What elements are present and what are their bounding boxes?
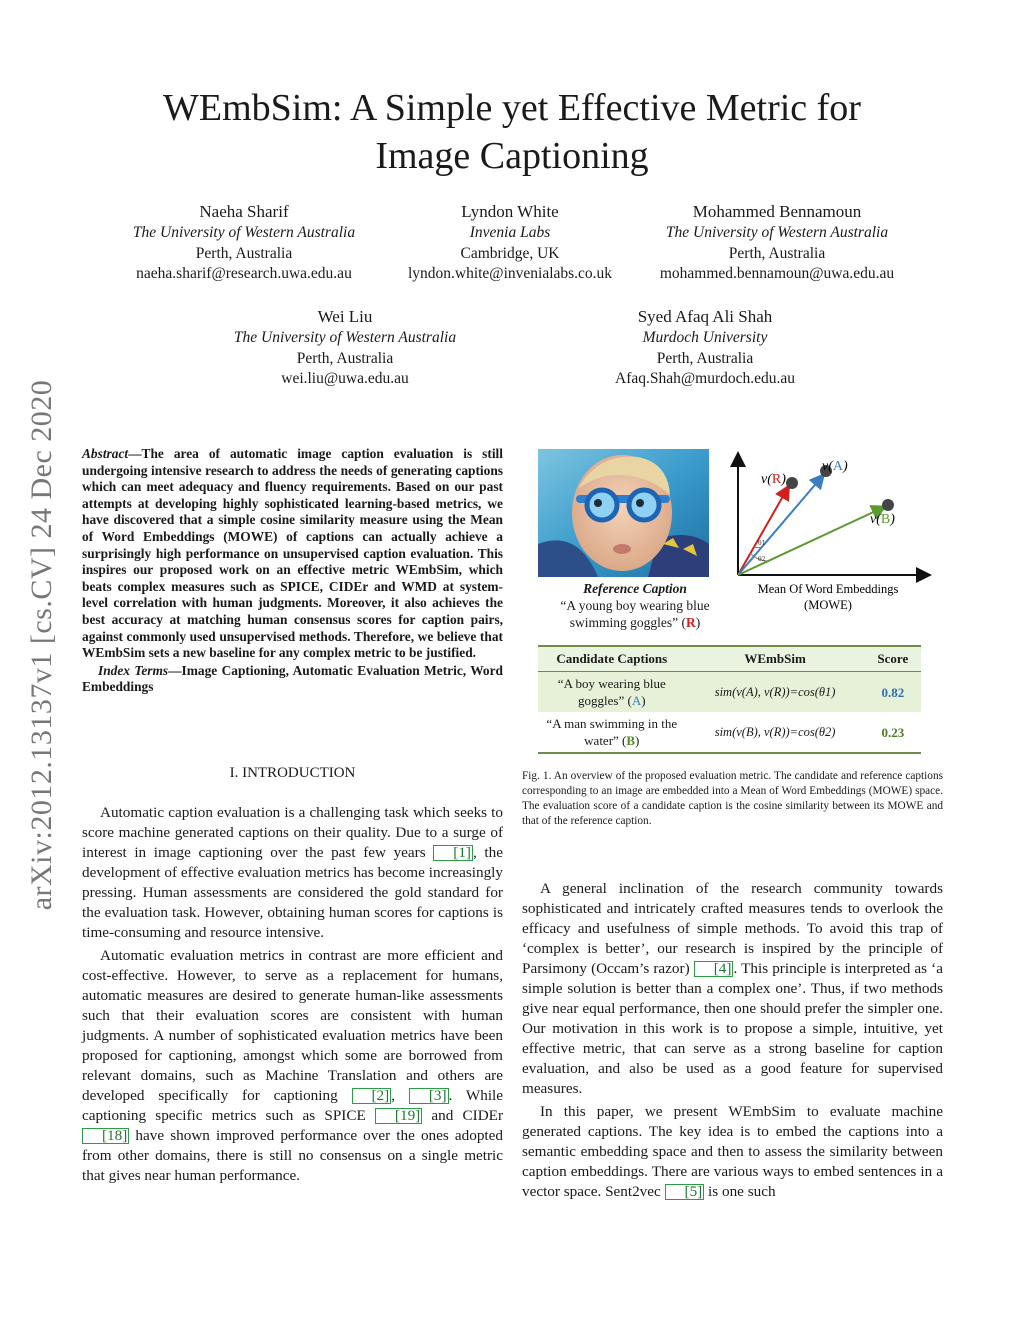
candidate-caption-cell <box>538 712 686 753</box>
mowe-vector-diagram <box>728 449 932 619</box>
text-run: ) <box>890 512 895 527</box>
index-terms-body: —Image Captioning, Automatic Evaluation Metric, Word Embeddings <box>82 662 503 695</box>
table-header-row <box>538 646 921 672</box>
text-run: , <box>391 1087 409 1104</box>
text-run: R <box>771 472 782 487</box>
text-run: ) <box>641 693 646 708</box>
child-with-goggles-image <box>538 449 709 577</box>
candidate-captions-table <box>538 645 921 754</box>
text-run: B <box>880 512 891 527</box>
author-name: Wei Liu <box>317 307 373 326</box>
text-run: A <box>832 459 844 474</box>
wembsim-formula-cell: sim(v(B), v(R))=cos(θ2) <box>686 712 865 753</box>
table-row <box>538 672 921 713</box>
author-affiliation: Invenia Labs <box>469 224 551 241</box>
text-run: v( <box>822 459 833 474</box>
author-block-4 <box>210 306 480 390</box>
index-terms-label: Index Terms <box>98 662 169 678</box>
reference-caption-line-1: “A young boy wearing blue <box>560 598 710 613</box>
right-paragraph-1 <box>522 879 943 1099</box>
author-location: Perth, Australia <box>296 349 394 367</box>
reference-caption <box>538 580 732 631</box>
axis-label-line-1: Mean Of Word Embeddings <box>757 582 899 596</box>
text-run: “A man swimming in the <box>546 716 678 731</box>
text-run: v( <box>870 512 881 527</box>
text-run: have shown improved performance over the ones adopted from other domains, there is still no consensus on a single metric that gives near human performance. <box>82 1127 503 1184</box>
text-run: is one such <box>704 1183 776 1200</box>
citation-link[interactable]: [2] <box>352 1088 392 1104</box>
figure-photo <box>538 449 709 577</box>
text-run: “A boy wearing blue <box>557 676 666 691</box>
intro-right-column <box>522 879 943 1205</box>
arxiv-identifier-text: arXiv:2012.13137v1 [cs.CV] 24 Dec 2020 <box>25 379 58 911</box>
author-location: Perth, Australia <box>656 349 754 367</box>
abstract-body: —The area of automatic image caption evaluation is still undergoing intensive research to address the needs of generating captions which can meet adequacy and fluency requirements. Based on our past attempts at developing highly sophisticated learning-based metrics, we have discovered that a simple cosine similarity measure using the Mean of Word Embeddings (MOWE) of captions can actually achieve a surprisingly high performance on unsupervised caption evaluation. This inspires our proposed work on an effective metric WEmbSim, which beats complex measures such as SPICE, CIDEr and WMD at system-level correlation with human judgments. Moreover, it also achieves the best accuracy at matching human consensus scores for caption pairs, against commonly used unsupervised methods. Therefore, we believe that WEmbSim sets a new baseline for any complex metric to be justified. <box>82 446 503 661</box>
author-affiliation: Murdoch University <box>642 329 768 346</box>
score-cell: 0.82 <box>865 672 921 713</box>
text-run: goggles” ( <box>578 693 632 708</box>
reference-caption-heading: Reference Caption <box>583 581 687 596</box>
author-name: Syed Afaq Ali Shah <box>637 307 773 326</box>
author-email: mohammed.bennamoun@uwa.edu.au <box>659 265 895 282</box>
text-run: Automatic caption evaluation is a challenging task which seeks to score machine generated captions on their quality. Due to a surge of interest in image captioning over the past few years <box>82 804 503 861</box>
table-header: WEmbSim <box>686 646 865 672</box>
candidate-caption-cell <box>538 672 686 713</box>
text-run: swimming goggles” ( <box>569 615 686 630</box>
right-paragraph-2 <box>522 1102 943 1202</box>
theta-1-label: θ1 <box>758 540 766 547</box>
text-run: and CIDEr <box>422 1107 503 1124</box>
wembsim-formula-cell: sim(v(A), v(R))=cos(θ1) <box>686 672 865 713</box>
author-location: Cambridge, UK <box>460 244 560 262</box>
arxiv-identifier <box>22 345 62 945</box>
text-run: In this paper, we present WEmbSim to evaluate machine generated captions. The key idea is to embed the captions into a semantic embedding space and then to assess the similarity between caption embeddings. There are various ways to embed sentences in a vector space. Sent2vec <box>522 1103 943 1200</box>
reference-caption-line-2 <box>538 614 732 631</box>
author-email: naeha.sharif@research.uwa.edu.au <box>136 265 352 282</box>
vector-label-a <box>822 459 848 474</box>
section-heading: I. INTRODUCTION <box>229 765 356 781</box>
author-block-5 <box>590 306 820 390</box>
vector-label-r <box>761 472 786 487</box>
table-header: Score <box>865 646 921 672</box>
citation-link[interactable]: [1] <box>433 845 473 861</box>
text-run: ) <box>781 472 786 487</box>
text-run: , the development of effective evaluation metrics has become increasingly pressing. Human assessments are considered the gold standard for the evaluation task. However, obtaining human scores for captions is time-consuming and resource intensive. <box>82 844 503 941</box>
author-location: Perth, Australia <box>195 244 293 262</box>
text-run <box>539 692 685 709</box>
table-header: Candidate Captions <box>538 646 686 672</box>
paper-title <box>80 84 944 180</box>
text-run: A general inclination of the research community towards sophisticated and intricately crafted measures tends to overlook the efficacy and usefulness of simple methods. To avoid this trap of ‘complex is better’, our research is inspired by the principle of Parsimony (Occam’s razor) <box>522 880 943 977</box>
theta-2-label: θ2 <box>758 556 766 563</box>
vector-label-b <box>870 512 895 527</box>
citation-link[interactable]: [19] <box>375 1108 422 1124</box>
text-run: Automatic evaluation metrics in contrast are more efficient and cost-effective. However, to serve as a replacement for humans, automatic measures are desired to generate human-like assessments such that their evaluation scores are consistent with human judgments. A number of sophisticated evaluation metrics have been proposed for captioning, amongst which some are borrowed from relevant domains, such as Machine Translation and others are developed specifically for captioning <box>82 947 503 1104</box>
author-name: Naeha Sharif <box>199 202 289 221</box>
text-run: ) <box>635 733 640 748</box>
citation-link[interactable]: [18] <box>82 1128 129 1144</box>
table-row <box>538 712 921 753</box>
author-affiliation: The University of Western Australia <box>665 224 889 241</box>
author-block-1 <box>113 201 375 285</box>
candidate-a-vector <box>738 479 820 575</box>
title-line-2: Image Captioning <box>375 135 649 177</box>
author-affiliation: The University of Western Australia <box>233 329 457 346</box>
intro-left-column <box>82 803 503 1189</box>
abstract-label: Abstract <box>82 446 129 461</box>
author-affiliation: The University of Western Australia <box>132 224 356 241</box>
score-cell: 0.23 <box>865 712 921 753</box>
citation-link[interactable]: [4] <box>694 961 734 977</box>
text-run: ) <box>695 615 701 630</box>
candidate-letter: B <box>626 733 636 748</box>
intro-paragraph-1 <box>82 803 503 943</box>
text-run <box>539 732 685 749</box>
author-email: lyndon.white@invenialabs.co.uk <box>407 265 613 282</box>
author-name: Mohammed Bennamoun <box>692 202 862 221</box>
author-block-2 <box>392 201 628 285</box>
author-email: wei.liu@uwa.edu.au <box>281 370 409 387</box>
author-name: Lyndon White <box>461 202 559 221</box>
text-run: v( <box>761 472 772 487</box>
citation-link[interactable]: [5] <box>665 1184 705 1200</box>
text-run: . While captioning specific metrics such as SPICE <box>82 1087 504 1124</box>
author-block-3 <box>642 201 912 285</box>
title-line-1: WEmbSim: A Simple yet Effective Metric for <box>163 87 861 129</box>
text-run: ) <box>843 459 848 474</box>
reference-letter: R <box>686 615 696 630</box>
text-run: water” ( <box>584 733 627 748</box>
citation-link[interactable]: [3] <box>409 1088 449 1104</box>
text-run: . This principle is interpreted as ‘a simple solution is better than a complex one’. Thus, if two methods give near equal performance, then one should prefer the simpler one. Our motivation in this work is to propose a simple, intuitive, yet effective metric, that can serve as a strong baseline for caption evaluation, and also be used as a good feature for supervised measures. <box>522 960 943 1097</box>
reference-point <box>786 477 798 489</box>
axis-label-line-2: (MOWE) <box>804 598 852 612</box>
author-email: Afaq.Shah@murdoch.edu.au <box>615 370 795 387</box>
author-location: Perth, Australia <box>728 244 826 262</box>
abstract <box>82 446 503 696</box>
figure-caption: Fig. 1. An overview of the proposed evaluation metric. The candidate and reference captions corresponding to an image are embedded into a Mean of Word Embeddings (MOWE) space. The evaluation score of a candidate caption is the cosine similarity between its MOWE and that of the reference caption. <box>522 770 943 827</box>
candidate-b-point <box>882 499 894 511</box>
candidate-letter: A <box>631 693 642 708</box>
intro-paragraph-2 <box>82 946 503 1186</box>
